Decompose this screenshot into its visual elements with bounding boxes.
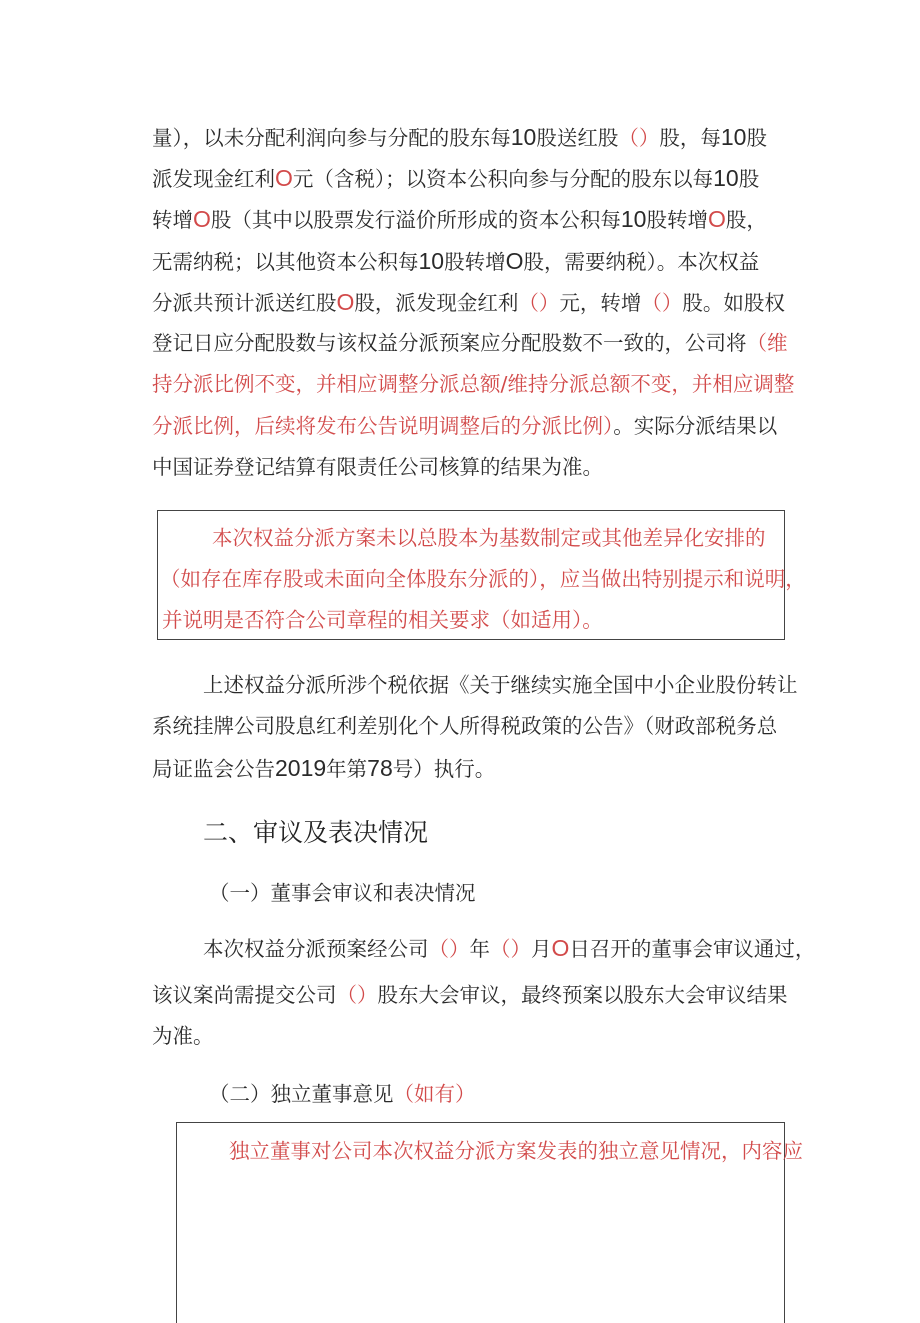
text-line: 本次权益分派预案经公司（）年（）月O日召开的董事会审议通过， [203, 935, 816, 961]
text-line: 中国证券登记结算有限责任公司核算的结果为准。 [152, 455, 603, 479]
text-line: 量），以未分配利润向参与分配的股东每10股送红股（）股，每10股 [152, 124, 767, 150]
text-line: 该议案尚需提交公司（）股东大会审议，最终预案以股东大会审议结果 [152, 983, 788, 1007]
subsection-heading: （二）独立董事意见（如有） [209, 1082, 476, 1106]
text-line: 登记日应分配股数与该权益分派预案应分配股数不一致的，公司将（维 [152, 331, 788, 355]
placeholder-blank: （） [618, 126, 660, 150]
section-heading: 二、审议及表决情况 [203, 818, 429, 847]
note-text: （如存在库存股或未面向全体股东分派的），应当做出特别提示和说明， [160, 567, 806, 591]
note-text: 并说明是否符合公司章程的相关要求（如适用）。 [162, 608, 603, 632]
placeholder-blank: （） [641, 291, 683, 315]
placeholder-blank: （） [428, 937, 470, 961]
text-line: 持分派比例不变，并相应调整分派总额/维持分派总额不变，并相应调整 [152, 372, 795, 396]
subsection-heading: （一）董事会审议和表决情况 [209, 881, 476, 905]
text-line: 为准。 [152, 1024, 214, 1048]
placeholder-blank: （） [336, 983, 378, 1007]
text-line: 分派共预计派送红股O股，派发现金红利（）元，转增（）股。如股权 [152, 289, 785, 315]
text-line: 派发现金红利O元（含税）；以资本公积向参与分配的股东以每10股 [152, 165, 760, 191]
placeholder-blank: （） [490, 937, 531, 961]
note-text: 独立董事对公司本次权益分派方案发表的独立意见情况，内容应 [229, 1139, 803, 1163]
text-line: 转增O股（其中以股票发行溢价所形成的资本公积每10股转增O股， [152, 206, 767, 232]
placeholder-blank: O [193, 206, 211, 232]
placeholder-blank: O [275, 165, 293, 191]
placeholder-blank: O [336, 289, 355, 315]
text-line: 局证监会公告2019年第78号）执行。 [152, 755, 496, 781]
placeholder-blank: O [551, 935, 570, 961]
placeholder-blank: O [707, 206, 726, 232]
text-line: 系统挂牌公司股息红利差别化个人所得税政策的公告》（财政部税务总 [152, 714, 778, 738]
text-line: 无需纳税；以其他资本公积每10股转增O股，需要纳税）。本次权益 [152, 248, 760, 274]
text-line: 上述权益分派所涉个税依据《关于继续实施全国中小企业股份转让 [203, 673, 798, 697]
note-text: 本次权益分派方案未以总股本为基数制定或其他差异化安排的 [212, 526, 766, 550]
placeholder-blank: （） [518, 291, 560, 315]
text-line: 分派比例，后续将发布公告说明调整后的分派比例）。实际分派结果以 [152, 414, 778, 438]
